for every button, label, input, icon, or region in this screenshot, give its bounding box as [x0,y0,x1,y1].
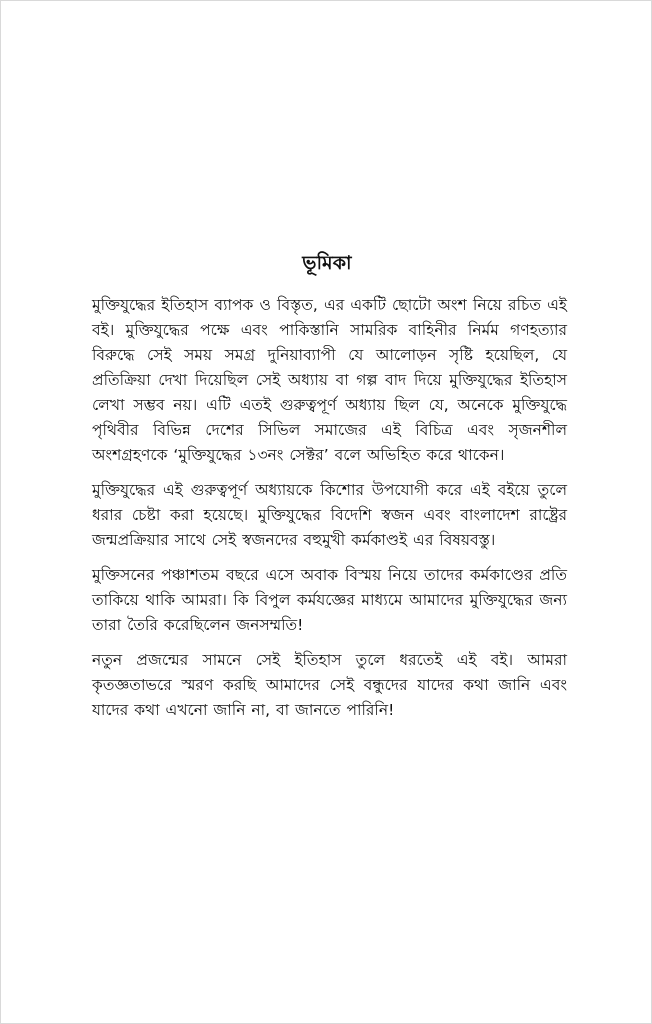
paragraph-4: নতুন প্রজন্মের সামনে সেই ইতিহাস তুলে ধরতেই এই বই। আমরা কৃতজ্ঞতাভরে স্মরণ করছি আমাদের সেই বন্ধুদের যাদের কথা জানি এবং যাদের কথা এখনো জানি না, বা জানতে পারিনি! [92,651,567,719]
paragraph-1: মুক্তিযুদ্ধের ইতিহাস ব্যাপক ও বিস্তৃত, এর একটি ছোটো অংশ নিয়ে রচিত এই বই। মুক্তিযুদ্ধের পক্ষে এবং পাকিস্তানি সামরিক বাহিনীর নির্মম গণহত্যার বিরুদ্ধে সেই সময় সমগ্র দুনিয়াব্যাপী যে আলোড়ন সৃষ্টি হয়েছিল, যে প্রতিক্রিয়া দেখা দিয়েছিল সেই অধ্যায় বা গল্প বাদ দিয়ে মুক্তিযুদ্ধের ইতিহাস লেখা সম্ভব নয়। এটি এতই গুরুত্বপূর্ণ অধ্যায় ছিল যে, অনেকে মুক্তিযুদ্ধে পৃথিবীর বিভিন্ন দেশের সিভিল সমাজের এই বিচিত্র এবং সৃজনশীল অংশগ্রহণকে ‘মুক্তিযুদ্ধের ১৩নং সেক্টর’ বলে অভিহিত করে থাকেন। [92,296,567,464]
paragraph-2: মুক্তিযুদ্ধের এই গুরুত্বপূর্ণ অধ্যায়কে কিশোর উপযোগী করে এই বইয়ে তুলে ধরার চেষ্টা করা হয়েছে। মুক্তিযুদ্ধের বিদেশি স্বজন এবং বাংলাদেশ রাষ্ট্রের জন্মপ্রক্রিয়ার সাথে সেই স্বজনদের বহুমুখী কর্মকাণ্ডই এর বিষয়বস্তু। [92,481,567,549]
preface-body [92,293,567,733]
paragraph-3: মুক্তিসনের পঞ্চাশতম বছরে এসে অবাক বিস্ময় নিয়ে তাদের কর্মকাণ্ডের প্রতি তাকিয়ে থাকি আমরা। কি বিপুল কর্মযজ্ঞের মাধ্যমে আমাদের মুক্তিযুদ্ধের জন্য তারা তৈরি করেছিলেন জনসম্মতি! [92,566,567,634]
page-title: ভূমিকা [302,252,352,274]
